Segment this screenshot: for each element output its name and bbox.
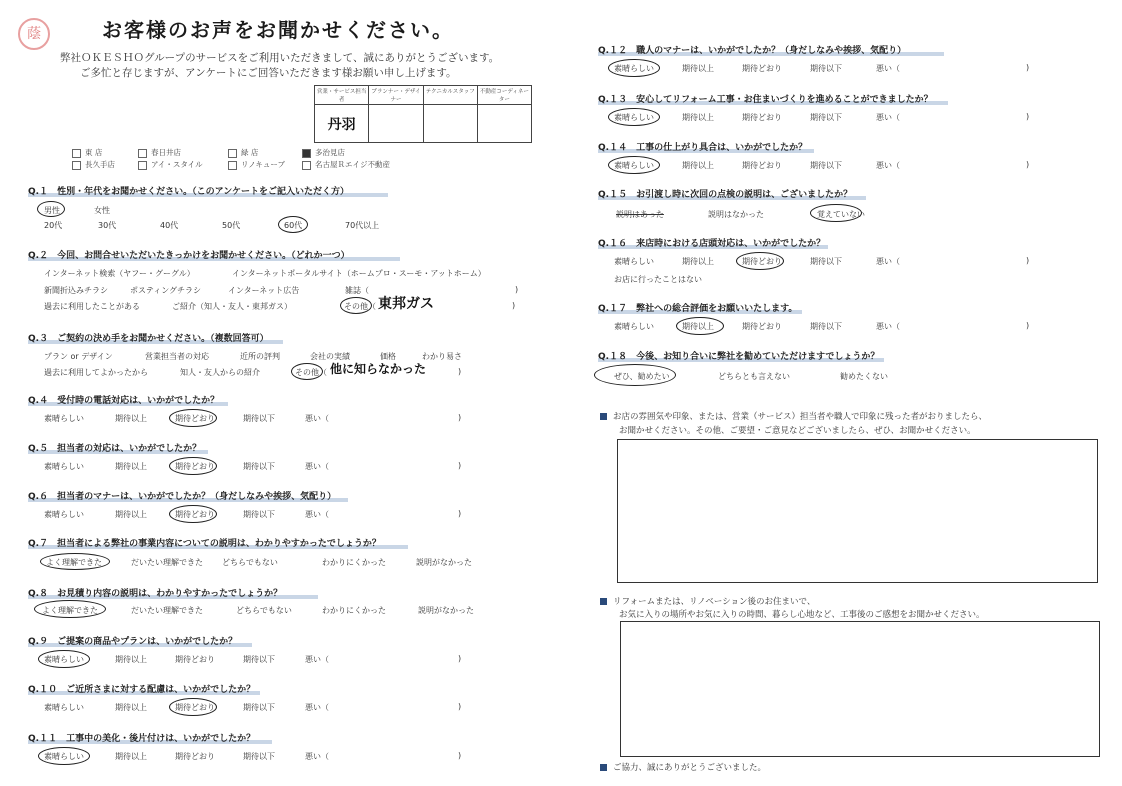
q13-option[interactable]: 悪い（ (876, 113, 900, 122)
q2-option[interactable]: 新聞折込みチラシ (44, 286, 108, 295)
q18-option[interactable]: 勧めたくない (840, 372, 888, 381)
q10-option: ) (458, 702, 462, 711)
q6-option[interactable]: 素晴らしい (44, 510, 84, 519)
square-bullet-icon (600, 413, 607, 420)
answer-circle (736, 252, 784, 270)
answer-circle (676, 317, 724, 335)
q8-option[interactable]: よく理解できた (42, 606, 98, 615)
intro-line-1: 弊社ＯＫＥＳＨＯグループのサービスをご利用いただきまして、誠にありがとうございます。 (60, 52, 500, 64)
q3-option[interactable]: 知人・友人からの紹介 (180, 368, 260, 377)
intro-line-2: ご多忙と存じますが、アンケートにご回答いただきます様お願い申し上げます。 (80, 67, 457, 79)
q11-option: ) (458, 751, 462, 760)
q12-option[interactable]: 期待以上 (682, 64, 714, 73)
q2-option[interactable]: インターネット広告 (228, 286, 300, 295)
q2-option[interactable]: インターネットポータルサイト（ホームプロ・スーモ・アットホーム） (232, 269, 486, 278)
q6-option[interactable]: 期待どおり (175, 510, 215, 519)
q9-option[interactable]: 期待どおり (175, 655, 215, 664)
q16-label: Q.１６ 来店時における店頭対応は、いかがでしたか？ (598, 239, 826, 249)
branch-east[interactable]: 東 店 (72, 147, 102, 158)
q18-option[interactable]: ぜひ、勧めたい (614, 372, 670, 381)
q2-option[interactable]: インターネット検索（ヤフー・グーグル） (44, 269, 195, 278)
branch-midori[interactable]: 緑 店 (228, 147, 258, 158)
q8-option[interactable]: 説明がなかった (418, 606, 474, 615)
q17-option[interactable]: 期待以上 (682, 322, 714, 331)
answer-circle (340, 297, 372, 314)
answer-circle (38, 650, 90, 668)
comment2-prompt-1: リフォームまたは、リノベーション後のお住まいで、 (600, 595, 815, 607)
q11-option[interactable]: 期待以上 (115, 752, 147, 761)
answer-circle (169, 409, 217, 427)
q17-label: Q.１７ 弊社への総合評価をお願いいたします。 (598, 304, 798, 314)
q14-option[interactable]: 悪い（ (876, 161, 900, 170)
comment1-prompt-1: お店の雰囲気や印象、または、営業（サービス）担当者や職人で印象に残った者がおりましたら、 (600, 410, 987, 422)
q1-male[interactable]: 男性 (44, 206, 60, 215)
q7-option[interactable]: 説明がなかった (416, 558, 472, 567)
q16-option[interactable]: 期待以上 (682, 257, 714, 266)
stamp-seal: 蔭 (18, 18, 50, 50)
q12-option[interactable]: 期待どおり (742, 64, 782, 73)
q10-option[interactable]: 期待どおり (175, 703, 215, 712)
q7-label: Q.７ 担当者による弊社の事業内容についての説明は、わかりやすかったでしょうか？ (28, 539, 381, 549)
answer-circle (38, 747, 90, 765)
q14-label: Q.１４ 工事の仕上がり具合は、いかがでしたか？ (598, 143, 808, 153)
q1-age-70[interactable]: 70代以上 (345, 221, 380, 230)
q15-option[interactable]: 説明はなかった (708, 210, 764, 219)
q17-option[interactable]: 素晴らしい (614, 322, 654, 331)
q3-option-other[interactable]: その他（ (295, 368, 327, 377)
q10-option[interactable]: 悪い（ (305, 703, 329, 712)
footer-thanks: ご協力、誠にありがとうございました。 (600, 761, 766, 773)
q7-option[interactable]: だいたい理解できた (131, 558, 203, 567)
q4-option[interactable]: 期待以上 (115, 414, 147, 423)
q2-paren-close: ) (512, 301, 516, 310)
q2-option[interactable]: ご紹介（知人・友人・東邦ガス） (172, 302, 292, 311)
q9-option[interactable]: 期待以上 (115, 655, 147, 664)
q11-label: Q.１１ 工事中の美化・後片付けは、いかがでしたか？ (28, 734, 256, 744)
q5-label: Q.５ 担当者の対応は、いかがでしたか？ (28, 444, 202, 454)
q1-age-50[interactable]: 50代 (222, 221, 241, 230)
q7-option[interactable]: どちらでもない (222, 558, 278, 567)
q13-option[interactable]: 素晴らしい (614, 113, 654, 122)
q6-option[interactable]: 期待以上 (115, 510, 147, 519)
checkbox[interactable] (138, 149, 147, 158)
q10-label: Q.１０ ご近所さまに対する配慮は、いかがでしたか？ (28, 685, 256, 695)
q1-age-60[interactable]: 60代 (284, 221, 303, 230)
q14-option[interactable]: 期待以下 (810, 161, 842, 170)
q9-label: Q.９ ご提案の商品やプランは、いかがでしたか？ (28, 637, 238, 647)
q5-option[interactable]: 素晴らしい (44, 462, 84, 471)
q17-option[interactable]: 期待以下 (810, 322, 842, 331)
checkbox[interactable] (72, 149, 81, 158)
q11-option[interactable]: 期待以下 (243, 752, 275, 761)
branch-nagoya-r-age[interactable]: 名古屋Ｒエイジ不動産 (302, 159, 390, 170)
q6-label: Q.６ 担当者のマナーは、いかがでしたか？（身だしなみや挨拶、気配り） (28, 492, 337, 502)
q1-female[interactable]: 女性 (94, 206, 110, 215)
answer-circle (810, 204, 862, 222)
branch-kasugai[interactable]: 春日井店 (138, 147, 181, 158)
branch-i-style[interactable]: アイ・スタイル (138, 159, 203, 170)
square-bullet-icon (600, 764, 607, 771)
branch-tajimi[interactable]: 多治見店 (302, 147, 345, 158)
square-bullet-icon (600, 598, 607, 605)
q16-option[interactable]: 期待以下 (810, 257, 842, 266)
q15-label: Q.１５ お引渡し時に次回の点検の説明は、ございましたか？ (598, 190, 853, 200)
checkbox[interactable] (228, 161, 237, 170)
q3-option[interactable]: 近所の評判 (240, 352, 280, 361)
q7-option[interactable]: わかりにくかった (322, 558, 386, 567)
q16-option[interactable]: 期待どおり (742, 257, 782, 266)
comment2-textarea[interactable] (620, 621, 1100, 757)
answer-circle (34, 600, 106, 618)
q14-option[interactable]: 期待どおり (742, 161, 782, 170)
answer-circle (608, 59, 660, 77)
q18-option[interactable]: どちらとも言えない (718, 372, 790, 381)
q9-option[interactable]: 素晴らしい (44, 655, 84, 664)
checkbox[interactable] (302, 161, 311, 170)
branch-nagakute[interactable]: 長久手店 (72, 159, 115, 170)
q15-option[interactable]: 覚えていない (817, 210, 865, 219)
q4-option[interactable]: 期待以下 (243, 414, 275, 423)
q2-label: Q.２ 今回、お問合せいただいたきっかけをお聞かせください。（どれか一つ） (28, 251, 350, 261)
q9-option[interactable]: 期待以下 (243, 655, 275, 664)
q3-option[interactable]: 営業担当者の対応 (145, 352, 209, 361)
staff-header-technical: テクニカルスタッフ (423, 86, 477, 105)
q17-option: ) (1026, 321, 1030, 330)
q10-option[interactable]: 期待以上 (115, 703, 147, 712)
q9-option: ) (458, 654, 462, 663)
q5-option[interactable]: 悪い（ (305, 462, 329, 471)
staff-header-realestate: 不動産コーディネーター (477, 86, 531, 105)
q1-age-20[interactable]: 20代 (44, 221, 63, 230)
q15-option[interactable]: 説明はあった (616, 210, 664, 219)
q3-paren-close: ) (458, 367, 462, 376)
q2-option[interactable]: 過去に利用したことがある (44, 302, 140, 311)
q1-age-30[interactable]: 30代 (98, 221, 117, 230)
staff-table (314, 85, 532, 143)
q13-option[interactable]: 期待以下 (810, 113, 842, 122)
q11-option[interactable]: 素晴らしい (44, 752, 84, 761)
q6-option: ) (458, 509, 462, 518)
q1-label: Q.１ 性別・年代をお聞かせください。（このアンケートをご記入いただく方） (28, 187, 350, 197)
checkbox-checked[interactable] (302, 149, 311, 158)
staff-header-sales: 営業・サービス担当者 (315, 86, 369, 105)
answer-circle (608, 156, 660, 174)
q3-option[interactable]: わかり易さ (422, 352, 462, 361)
q6-option[interactable]: 期待以下 (243, 510, 275, 519)
q8-label: Q.８ お見積り内容の説明は、わかりやすかったでしょうか？ (28, 589, 283, 599)
staff-value-technical[interactable] (423, 105, 477, 143)
q12-option[interactable]: 悪い（ (876, 64, 900, 73)
q2-option-other[interactable]: その他（ (344, 302, 376, 311)
q5-option[interactable]: 期待以上 (115, 462, 147, 471)
comment1-prompt-2: お聞かせください。その他、ご要望・ご意見などございましたら、ぜひ、お聞かせください。 (619, 426, 976, 436)
q3-option[interactable]: 過去に利用してよかったから (44, 368, 148, 377)
q8-option[interactable]: わかりにくかった (322, 606, 386, 615)
q13-label: Q.１３ 安心してリフォーム工事・お住まいづくりを進めることができましたか？ (598, 95, 933, 105)
q3-option[interactable]: 会社の実績 (310, 352, 350, 361)
q4-label: Q.４ 受付時の電話対応は、いかがでしたか？ (28, 396, 220, 406)
q17-option[interactable]: 期待どおり (742, 322, 782, 331)
q8-option[interactable]: どちらでもない (236, 606, 292, 615)
q17-option[interactable]: 悪い（ (876, 322, 900, 331)
answer-circle (169, 505, 217, 523)
q11-option[interactable]: 期待どおり (175, 752, 215, 761)
answer-circle (594, 364, 676, 386)
comment1-textarea[interactable] (617, 439, 1098, 583)
q4-option[interactable]: 素晴らしい (44, 414, 84, 423)
q3-option[interactable]: プラン or デザイン (44, 352, 113, 361)
answer-circle (608, 108, 660, 126)
answer-circle (40, 553, 110, 570)
q12-option[interactable]: 期待以下 (810, 64, 842, 73)
q5-option[interactable]: 期待どおり (175, 462, 215, 471)
q2-other-handwritten[interactable]: 東邦ガス (378, 296, 434, 312)
q2-option[interactable]: 雑誌（ (345, 286, 369, 295)
page-title: お客様のお声をお聞かせください。 (102, 18, 454, 42)
q7-option[interactable]: よく理解できた (46, 558, 102, 567)
q12-label: Q.１２ 職人のマナーは、いかがでしたか？（身だしなみや挨拶、気配り） (598, 46, 907, 56)
q3-option[interactable]: 価格 (380, 352, 396, 361)
q10-option[interactable]: 期待以下 (243, 703, 275, 712)
staff-value-planner[interactable] (369, 105, 423, 143)
q18-label: Q.１８ 今後、お知り合いに弊社を勧めていただけますでしょうか？ (598, 352, 880, 362)
q16-option[interactable]: 素晴らしい (614, 257, 654, 266)
q3-label: Q.３ ご契約の決め手をお聞かせください。（複数回答可） (28, 334, 269, 344)
answer-circle (291, 363, 323, 380)
q10-option[interactable]: 素晴らしい (44, 703, 84, 712)
q16-extra-option[interactable]: お店に行ったことはない (614, 275, 702, 284)
q11-option[interactable]: 悪い（ (305, 752, 329, 761)
q1-age-40[interactable]: 40代 (160, 221, 179, 230)
checkbox[interactable] (138, 161, 147, 170)
answer-circle (169, 457, 217, 475)
answer-circle (169, 698, 217, 716)
q16-option: ) (1026, 256, 1030, 265)
answer-circle (278, 216, 308, 233)
checkbox[interactable] (228, 149, 237, 158)
q4-option[interactable]: 期待どおり (175, 414, 215, 423)
q16-option[interactable]: 悪い（ (876, 257, 900, 266)
q12-option: ) (1026, 63, 1030, 72)
q2-paren-close: ) (515, 285, 519, 294)
q2-option[interactable]: ポスティングチラシ (130, 286, 202, 295)
q14-option: ) (1026, 160, 1030, 169)
staff-value-sales[interactable]: 丹羽 (315, 105, 369, 143)
q5-option: ) (458, 461, 462, 470)
q14-option[interactable]: 素晴らしい (614, 161, 654, 170)
q14-option[interactable]: 期待以上 (682, 161, 714, 170)
q13-option[interactable]: 期待以上 (682, 113, 714, 122)
q9-option[interactable]: 悪い（ (305, 655, 329, 664)
branch-renocube[interactable]: リノキューブ (228, 159, 285, 170)
answer-circle (37, 201, 65, 217)
q5-option[interactable]: 期待以下 (243, 462, 275, 471)
q8-option[interactable]: だいたい理解できた (131, 606, 203, 615)
q4-option[interactable]: 悪い（ (305, 414, 329, 423)
q13-option: ) (1026, 112, 1030, 121)
q13-option[interactable]: 期待どおり (742, 113, 782, 122)
staff-header-planner: プランナー・デザイナー (369, 86, 423, 105)
staff-value-realestate[interactable] (477, 105, 531, 143)
comment2-prompt-2: お気に入りの場所やお気に入りの時間、暮らし心地など、工事後のご感想をお聞かせください。 (619, 610, 985, 620)
q3-other-handwritten[interactable]: 他に知らなかった (330, 362, 427, 376)
q4-option: ) (458, 413, 462, 422)
q12-option[interactable]: 素晴らしい (614, 64, 654, 73)
checkbox[interactable] (72, 161, 81, 170)
q6-option[interactable]: 悪い（ (305, 510, 329, 519)
